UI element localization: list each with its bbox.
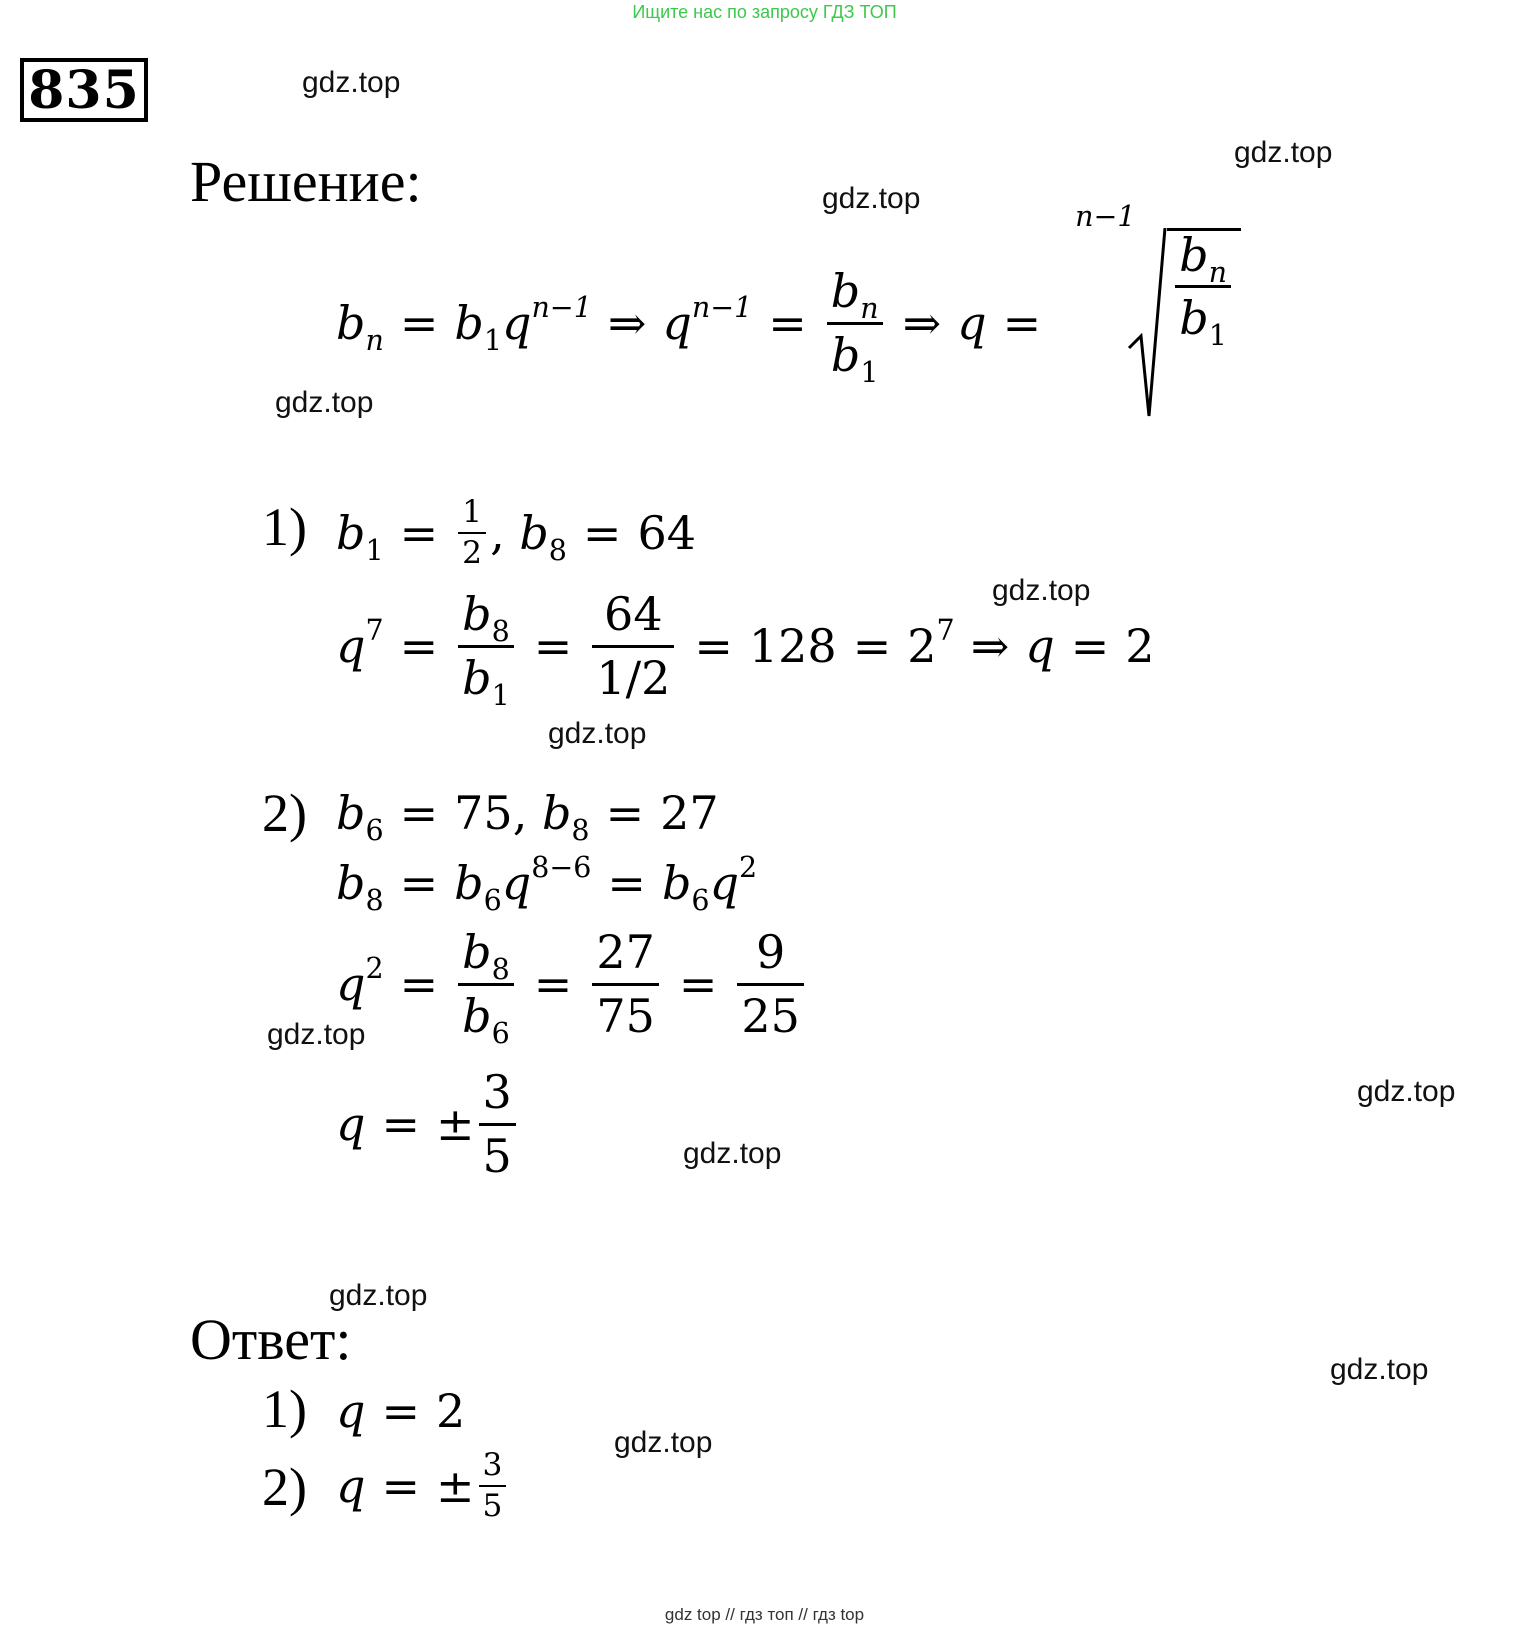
part2-relation: $b_8$ = $b_6q^{8-6}$ = $b_6q^2$ xyxy=(336,850,758,917)
watermark: gdz.top xyxy=(1357,1075,1456,1108)
part1-given: $b_1$ = $\frac{1}{2}$ , $b_8$ = 64 xyxy=(336,494,697,571)
bottom-banner: gdz top // гдз топ // гдз top xyxy=(664,1605,865,1624)
watermark: gdz.top xyxy=(267,1018,366,1051)
watermark: gdz.top xyxy=(1330,1353,1429,1386)
nth-root: n−1 $\frac{b_n}{b_1}$ xyxy=(1127,228,1241,418)
part1-solution: $q^7$ = $\frac{b_8}{b_1}$ = $\frac{64}{1/2}$ = 128 = $2^7$ ⇒ q = 2 xyxy=(336,587,1155,712)
radical-sign xyxy=(1127,228,1167,418)
watermark: gdz.top xyxy=(614,1426,713,1459)
watermark: gdz.top xyxy=(329,1279,428,1312)
watermark: gdz.top xyxy=(992,574,1091,607)
solution-heading: Решение: xyxy=(190,149,422,214)
part2-q-squared: $q^2$ = $\frac{b_8}{b_6}$ = $\frac{27}{75}$ = $\frac{9}{25}$ xyxy=(336,914,808,1054)
part2-given: $b_6$ = 75 , $b_8$ = 27 xyxy=(336,786,719,847)
answer2: q = ± $\frac{3}{5}$ xyxy=(336,1436,510,1536)
part2-q: q = ± $\frac{3}{5}$ xyxy=(336,1054,520,1194)
watermark: gdz.top xyxy=(683,1137,782,1170)
answer1-label: 1) xyxy=(262,1379,307,1439)
general-formula: $b_n$ = $b_1q^{n-1}$ ⇒ $q^{n-1}$ = $\frac{b_n}{b_1}$ ⇒ q = n−1 $\frac{b_n}{b_1}$ xyxy=(336,248,1241,398)
problem-number: 835 xyxy=(20,58,148,122)
part2-label: 2) xyxy=(262,783,307,843)
answer-heading: Ответ: xyxy=(190,1307,352,1372)
watermark: gdz.top xyxy=(275,386,374,419)
watermark: gdz.top xyxy=(302,66,401,99)
watermark: gdz.top xyxy=(1234,136,1333,169)
answer1: q = 2 xyxy=(336,1384,466,1438)
answer2-label: 2) xyxy=(262,1457,307,1517)
watermark: gdz.top xyxy=(548,717,647,750)
watermark: gdz.top xyxy=(822,182,921,215)
part1-label: 1) xyxy=(262,497,307,557)
top-banner: Ищите нас по запросу ГДЗ ТОП xyxy=(632,2,897,22)
